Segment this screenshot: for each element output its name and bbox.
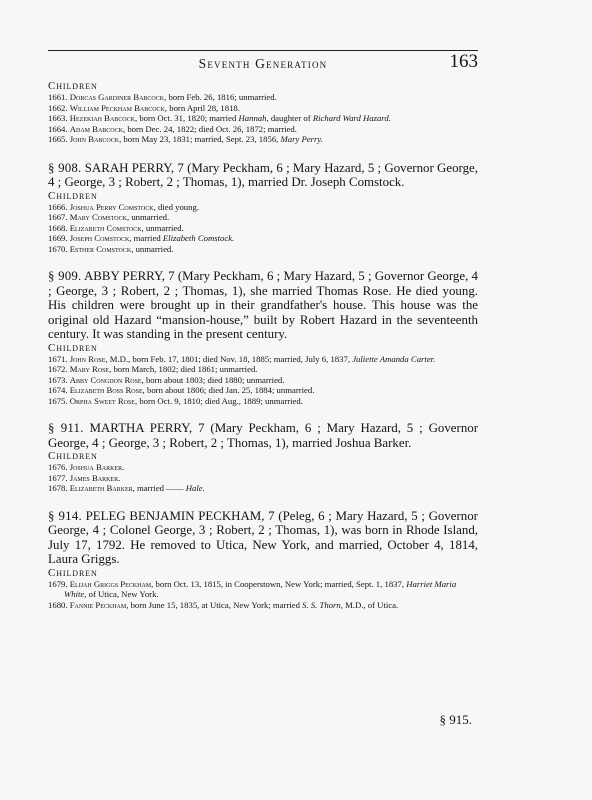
genealogy-section bbox=[48, 509, 478, 611]
children-heading: Children bbox=[48, 189, 98, 202]
child-entry: 1676. Joshua Barker. bbox=[48, 462, 125, 472]
genealogy-section bbox=[48, 421, 478, 494]
person-name: SARAH PERRY, bbox=[84, 160, 175, 175]
page-number: 163 bbox=[449, 51, 478, 72]
child-entry: 1664. Adam Babcock, born Dec. 24, 1822; died Oct. 26, 1872; married. bbox=[48, 123, 297, 134]
child-entry: 1661. Dorcas Gardiner Babcock, born Feb. 26, 1816; unmarried. bbox=[48, 92, 277, 102]
child-entry: 1665. John Babcock, born May 23, 1831; married, Sept. 23, 1856, Mary Perry. bbox=[48, 134, 323, 144]
section-number: § 914. bbox=[48, 508, 82, 523]
child-entry: 1668. Elizabeth Comstock, unmarried. bbox=[48, 222, 184, 233]
child-entry: 1670. Esther Comstock, unmarried. bbox=[48, 243, 174, 254]
section-number: § 908. bbox=[48, 160, 82, 175]
section-number: § 909. bbox=[48, 269, 82, 283]
children-heading: Children bbox=[48, 450, 98, 462]
child-entry: 1663. Hezekiah Babcock, born Oct. 31, 1820; married Hannah, daughter of Richard Ward Hazard. bbox=[48, 113, 391, 123]
child-entry: 1671. John Rose, M.D., born Feb. 17, 1801; died Nov. 18, 1885; married, July 6, 1837, Juliette Amanda Carter. bbox=[48, 353, 436, 364]
child-entry: 1667. Mary Comstock, unmarried. bbox=[48, 212, 170, 222]
child-entry: 1675. Orpha Sweet Rose, born Oct. 9, 1810; died Aug., 1889; unmarried. bbox=[48, 395, 303, 406]
running-header bbox=[48, 50, 478, 74]
page-body bbox=[48, 80, 479, 727]
genealogy-section bbox=[48, 161, 478, 255]
child-entry: 1678. Elizabeth Barker, married —— Hale. bbox=[48, 483, 205, 493]
child-entry: 1679. Elijah Griggs Peckham, born Oct. 13, 1815, in Cooperstown, New York; married, Sept. 1, 1837, Harriet Maria White, of Utica, New York. bbox=[48, 578, 457, 599]
child-entry: 1669. Joseph Comstock, married Elizabeth Comstock. bbox=[48, 233, 235, 243]
person-name: MARTHA PERRY, bbox=[89, 421, 193, 435]
child-entry: 1672. Mary Rose, born March, 1802; died 1861; unmarried. bbox=[48, 364, 258, 374]
section-paragraph: § 908. SARAH PERRY, 7 (Mary Peckham, 6 ; Mary Hazard, 5 ; Governor George, 4 ; George, 3 ; Robert, 2 ; Thomas, 1), married Dr. Joseph Comstock. bbox=[48, 160, 478, 189]
child-entry: 1673. Abby Congdon Rose, born about 1803; died 1880; unmarried. bbox=[48, 374, 285, 385]
next-section-reference: § 915. bbox=[439, 712, 472, 727]
section-number: § 911. bbox=[48, 421, 84, 435]
person-name: ABBY PERRY, bbox=[83, 269, 165, 283]
children-heading: Children bbox=[48, 566, 98, 579]
header-rule bbox=[48, 50, 478, 51]
child-entry: 1680. Fannie Peckham, born June 15, 1835, at Utica, New York; married S. S. Thorn, M.D., of Utica. bbox=[48, 599, 399, 610]
children-heading: Children bbox=[48, 80, 98, 92]
child-entry: 1674. Elizabeth Boss Rose, born about 1806; died Jan. 25, 1884; unmarried. bbox=[48, 385, 315, 395]
section-paragraph: § 914. PELEG BENJAMIN PECKHAM, 7 (Peleg, 6 ; Mary Hazard, 5 ; Governor George, 4 ; Colonel George, 3 ; Robert, 2 ; Thomas, 1), was born in Rhode Island, July 17, 1792. He removed to Utica, New York, and married, October 4, 1814, Laura Griggs. bbox=[48, 508, 478, 566]
person-name: PELEG BENJAMIN PECKHAM, bbox=[85, 508, 265, 523]
children-block bbox=[48, 80, 478, 145]
children-heading: Children bbox=[48, 341, 98, 354]
child-entry: 1666. Joshua Perry Comstock, died young. bbox=[48, 201, 200, 212]
section-paragraph: § 909. ABBY PERRY, 7 (Mary Peckham, 6 ; Mary Hazard, 5 ; Governor George, 4 ; George, 3 ; Robert, 2 ; Thomas, 1), she married Thomas Rose. He died young. His children were brought up in their grandfather's house. This house was the original old Hazard “mansion-house,” built by Robert Hazard in the seventeenth century. It was standing in the present century. bbox=[48, 269, 478, 341]
child-entry: 1662. William Peckham Babcock, born April 28, 1818. bbox=[48, 102, 240, 113]
section-paragraph: § 911. MARTHA PERRY, 7 (Mary Peckham, 6 ; Mary Hazard, 5 ; Governor George, 4 ; George, 3 ; Robert, 2 ; Thomas, 1), married Joshua Barker. bbox=[48, 421, 479, 450]
genealogy-section bbox=[48, 269, 478, 406]
running-title: Seventh Generation bbox=[198, 56, 328, 71]
child-entry: 1677. James Barker. bbox=[48, 472, 121, 483]
